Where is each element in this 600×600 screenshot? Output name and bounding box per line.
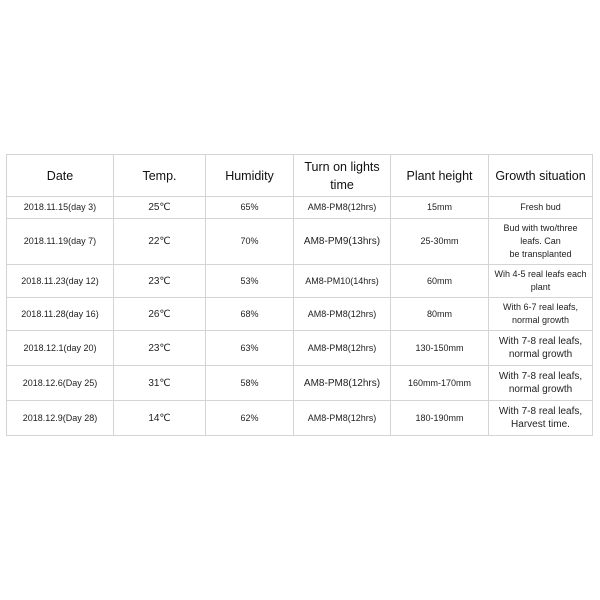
- cell-growth: With 7-8 real leafs, normal growth: [489, 331, 593, 366]
- header-temp: Temp.: [114, 155, 206, 197]
- table-row: [7, 331, 593, 366]
- cell-humidity: 65%: [206, 197, 294, 219]
- cell-height: 180-190mm: [391, 401, 489, 436]
- cell-height: 25-30mm: [391, 219, 489, 265]
- table-row: [7, 265, 593, 298]
- cell-humidity: 53%: [206, 265, 294, 298]
- cell-lights: AM8-PM8(12hrs): [294, 401, 391, 436]
- cell-growth: Fresh bud: [489, 197, 593, 219]
- growth-log-table: [6, 154, 593, 436]
- cell-date: 2018.12.9(Day 28): [7, 401, 114, 436]
- growth-log-table-container: [6, 154, 592, 436]
- header-growth-situation: Growth situation: [489, 155, 593, 197]
- cell-lights: AM8-PM8(12hrs): [294, 366, 391, 401]
- table-row: [7, 298, 593, 331]
- cell-growth: With 6-7 real leafs, normal growth: [489, 298, 593, 331]
- cell-height: 130-150mm: [391, 331, 489, 366]
- cell-growth: Bud with two/three leafs. Can be transplanted: [489, 219, 593, 265]
- cell-humidity: 62%: [206, 401, 294, 436]
- cell-humidity: 63%: [206, 331, 294, 366]
- cell-temp: 14℃: [114, 401, 206, 436]
- cell-temp: 23℃: [114, 265, 206, 298]
- cell-height: 80mm: [391, 298, 489, 331]
- cell-height: 60mm: [391, 265, 489, 298]
- cell-temp: 31℃: [114, 366, 206, 401]
- header-plant-height: Plant height: [391, 155, 489, 197]
- table-header-row: [7, 155, 593, 197]
- cell-temp: 23℃: [114, 331, 206, 366]
- cell-lights: AM8-PM8(12hrs): [294, 197, 391, 219]
- table-row: [7, 401, 593, 436]
- header-humidity: Humidity: [206, 155, 294, 197]
- cell-date: 2018.11.19(day 7): [7, 219, 114, 265]
- cell-lights: AM8-PM9(13hrs): [294, 219, 391, 265]
- table-row: [7, 366, 593, 401]
- cell-growth: Wih 4-5 real leafs each plant: [489, 265, 593, 298]
- cell-humidity: 70%: [206, 219, 294, 265]
- cell-date: 2018.11.15(day 3): [7, 197, 114, 219]
- table-row: [7, 197, 593, 219]
- cell-date: 2018.11.28(day 16): [7, 298, 114, 331]
- header-date: Date: [7, 155, 114, 197]
- cell-lights: AM8-PM8(12hrs): [294, 331, 391, 366]
- cell-temp: 26℃: [114, 298, 206, 331]
- cell-growth: With 7-8 real leafs, normal growth: [489, 366, 593, 401]
- cell-lights: AM8-PM8(12hrs): [294, 298, 391, 331]
- cell-humidity: 58%: [206, 366, 294, 401]
- cell-date: 2018.12.1(day 20): [7, 331, 114, 366]
- cell-date: 2018.12.6(Day 25): [7, 366, 114, 401]
- cell-humidity: 68%: [206, 298, 294, 331]
- header-lights-time: Turn on lights time: [294, 155, 391, 197]
- cell-growth: With 7-8 real leafs, Harvest time.: [489, 401, 593, 436]
- table-row: [7, 219, 593, 265]
- cell-temp: 25℃: [114, 197, 206, 219]
- cell-lights: AM8-PM10(14hrs): [294, 265, 391, 298]
- cell-height: 15mm: [391, 197, 489, 219]
- cell-date: 2018.11.23(day 12): [7, 265, 114, 298]
- cell-height: 160mm-170mm: [391, 366, 489, 401]
- cell-temp: 22℃: [114, 219, 206, 265]
